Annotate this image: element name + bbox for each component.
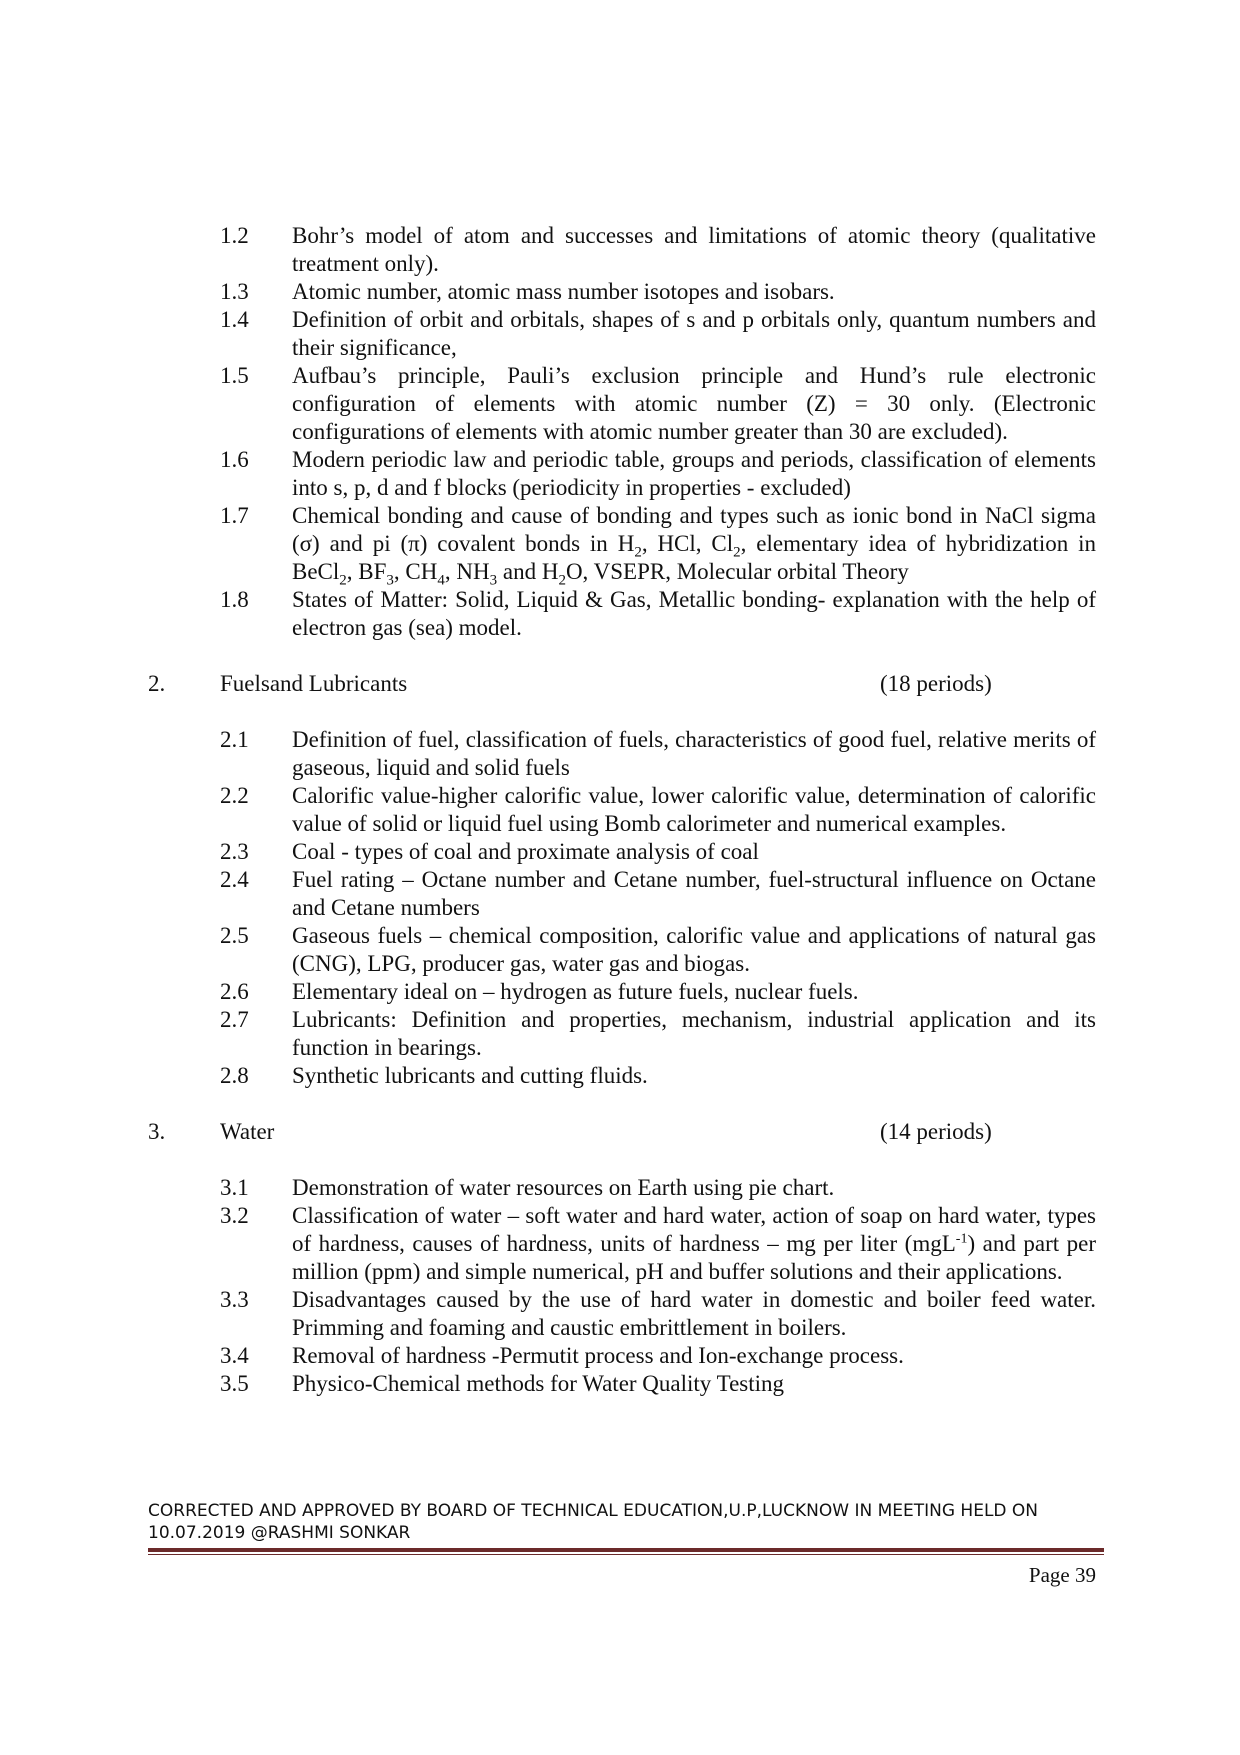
topic-number: 1.3: [220, 279, 249, 304]
section-periods: (14 periods): [880, 1119, 992, 1144]
topic-number: 1.8: [220, 587, 249, 612]
topic-number: 1.4: [220, 307, 249, 332]
topic-item: [148, 362, 1096, 446]
text-run: , BF: [346, 559, 387, 584]
footer-approval-line: CORRECTED AND APPROVED BY BOARD OF TECHNICAL EDUCATION,U.P,LUCKNOW IN MEETING HELD ON: [148, 1501, 1039, 1521]
topic-item: [148, 782, 1096, 838]
text-run: ) and part per million (ppm) and simple numerical, pH and buffer solutions and their applications.: [292, 1231, 1096, 1284]
topic-item: [148, 502, 1096, 589]
topic-text: Aufbau’s principle, Pauli’s exclusion principle and Hund’s rule electronic configuration of elements with atomic number (Z) = 30 only. (Electronic configurations of elements with atomic number greater than 30 are excluded).: [292, 363, 1096, 444]
topic-text: Coal - types of coal and proximate analysis of coal: [292, 839, 759, 864]
footer-date-author-line: 10.07.2019 @RASHMI SONKAR: [148, 1523, 411, 1543]
text-run: Chemical bonding and cause of bonding and types such as ionic bond in NaCl sigma (σ) and pi (π) covalent bonds in H: [292, 503, 1096, 556]
subscript: 2: [339, 572, 347, 589]
topic-item: [148, 1370, 1096, 1398]
topic-number: 3.2: [220, 1203, 249, 1228]
topic-item: [148, 978, 1096, 1006]
topic-text: Physico-Chemical methods for Water Quality Testing: [292, 1371, 785, 1396]
topic-text: Definition of orbit and orbitals, shapes of s and p orbitals only, quantum numbers and their significance,: [292, 307, 1096, 360]
topic-item: [148, 922, 1096, 978]
topic-text: Bohr’s model of atom and successes and limitations of atomic theory (qualitative treatment only).: [292, 223, 1096, 276]
subscript: 2: [733, 544, 741, 561]
superscript: -1: [955, 1231, 968, 1247]
topic-number: 1.6: [220, 447, 249, 472]
topic-item: [148, 838, 1096, 866]
topic-item: [148, 278, 1096, 306]
footer-rule-thick: [148, 1548, 1104, 1552]
topic-number: 2.6: [220, 979, 249, 1004]
topic-text-water-classification: [292, 1202, 1096, 1286]
topic-number: 2.1: [220, 727, 249, 752]
topic-number: 2.8: [220, 1063, 249, 1088]
topic-item: [148, 1006, 1096, 1062]
topic-item: [148, 1202, 1096, 1286]
topic-text: Synthetic lubricants and cutting fluids.: [292, 1063, 648, 1088]
topic-text: Fuel rating – Octane number and Cetane number, fuel-structural influence on Octane and Cetane numbers: [292, 867, 1096, 920]
topic-item: [148, 1062, 1096, 1090]
topic-item: [148, 1174, 1096, 1202]
section-title: Fuelsand Lubricants: [220, 671, 408, 696]
topic-number: 1.7: [220, 503, 249, 528]
syllabus-content: [148, 222, 1096, 1398]
topic-text: Disadvantages caused by the use of hard water in domestic and boiler feed water. Primming and foaming and caustic embrittlement in boilers.: [292, 1287, 1096, 1340]
topic-number: 2.5: [220, 923, 249, 948]
topic-text: Atomic number, atomic mass number isotopes and isobars.: [292, 279, 835, 304]
topic-number: 2.3: [220, 839, 249, 864]
topic-number: 2.2: [220, 783, 249, 808]
text-run: and H: [497, 559, 559, 584]
topic-number: 1.2: [220, 223, 249, 248]
topic-item: [148, 586, 1096, 642]
topic-number: 3.1: [220, 1175, 249, 1200]
text-run: O, VSEPR, Molecular orbital Theory: [565, 559, 909, 584]
topic-item: [148, 222, 1096, 278]
topic-item: [148, 306, 1096, 362]
section-heading-water: [148, 1118, 1096, 1146]
topic-number: 1.5: [220, 363, 249, 388]
topic-item: [148, 1342, 1096, 1370]
page-footer: [148, 1500, 1104, 1555]
topic-text: States of Matter: Solid, Liquid & Gas, Metallic bonding- explanation with the help of electron gas (sea) model.: [292, 587, 1096, 640]
topic-number: 2.4: [220, 867, 249, 892]
subscript: 3: [489, 572, 498, 589]
topic-text: Calorific value-higher calorific value, lower calorific value, determination of calorific value of solid or liquid fuel using Bomb calorimeter and numerical examples.: [292, 783, 1096, 836]
footer-rule-thin: [148, 1554, 1104, 1555]
unit1-topic-list: [148, 222, 1096, 642]
topic-text: Removal of hardness -Permutit process and Ion-exchange process.: [292, 1343, 904, 1368]
topic-text: Definition of fuel, classification of fuels, characteristics of good fuel, relative merits of gaseous, liquid and solid fuels: [292, 727, 1096, 780]
section-title: Water: [220, 1119, 275, 1144]
topic-number: 3.4: [220, 1343, 249, 1368]
section-number: 2.: [148, 671, 166, 696]
topic-text: Elementary ideal on – hydrogen as future fuels, nuclear fuels.: [292, 979, 859, 1004]
section-number: 3.: [148, 1119, 166, 1144]
section-heading-fuels: [148, 670, 1096, 698]
subscript: 2: [634, 544, 642, 561]
subscript: 3: [386, 572, 394, 589]
topic-number: 2.7: [220, 1007, 249, 1032]
subscript: 2: [558, 572, 566, 589]
text-run: , CH: [393, 559, 438, 584]
topic-text-chemical-bonding: [292, 502, 1096, 589]
topic-item: [148, 726, 1096, 782]
text-run: , NH: [444, 559, 490, 584]
topic-item: [148, 1286, 1096, 1342]
topic-item: [148, 446, 1096, 502]
section-periods: (18 periods): [880, 671, 992, 696]
topic-number: 3.5: [220, 1371, 249, 1396]
topic-text: Lubricants: Definition and properties, mechanism, industrial application and its function in bearings.: [292, 1007, 1096, 1060]
page-number: Page 39: [1028, 1563, 1096, 1587]
topic-number: 3.3: [220, 1287, 249, 1312]
unit3-topic-list: [148, 1174, 1096, 1398]
text-run: , elementary idea of hybridization in BeCl: [292, 531, 1096, 584]
subscript: 4: [437, 572, 445, 589]
topic-text: Modern periodic law and periodic table, groups and periods, classification of elements into s, p, d and f blocks (periodicity in properties - excluded): [292, 447, 1096, 500]
text-run: , HCl, Cl: [641, 531, 734, 556]
topic-text: Demonstration of water resources on Earth using pie chart.: [292, 1175, 835, 1200]
text-run: Classification of water – soft water and hard water, action of soap on hard water, types of hardness, causes of hardness, units of hardness – mg per liter (mgL: [292, 1203, 1096, 1256]
topic-item: [148, 866, 1096, 922]
topic-text: Gaseous fuels – chemical composition, calorific value and applications of natural gas (CNG), LPG, producer gas, water gas and biogas.: [292, 923, 1096, 976]
unit2-topic-list: [148, 726, 1096, 1090]
